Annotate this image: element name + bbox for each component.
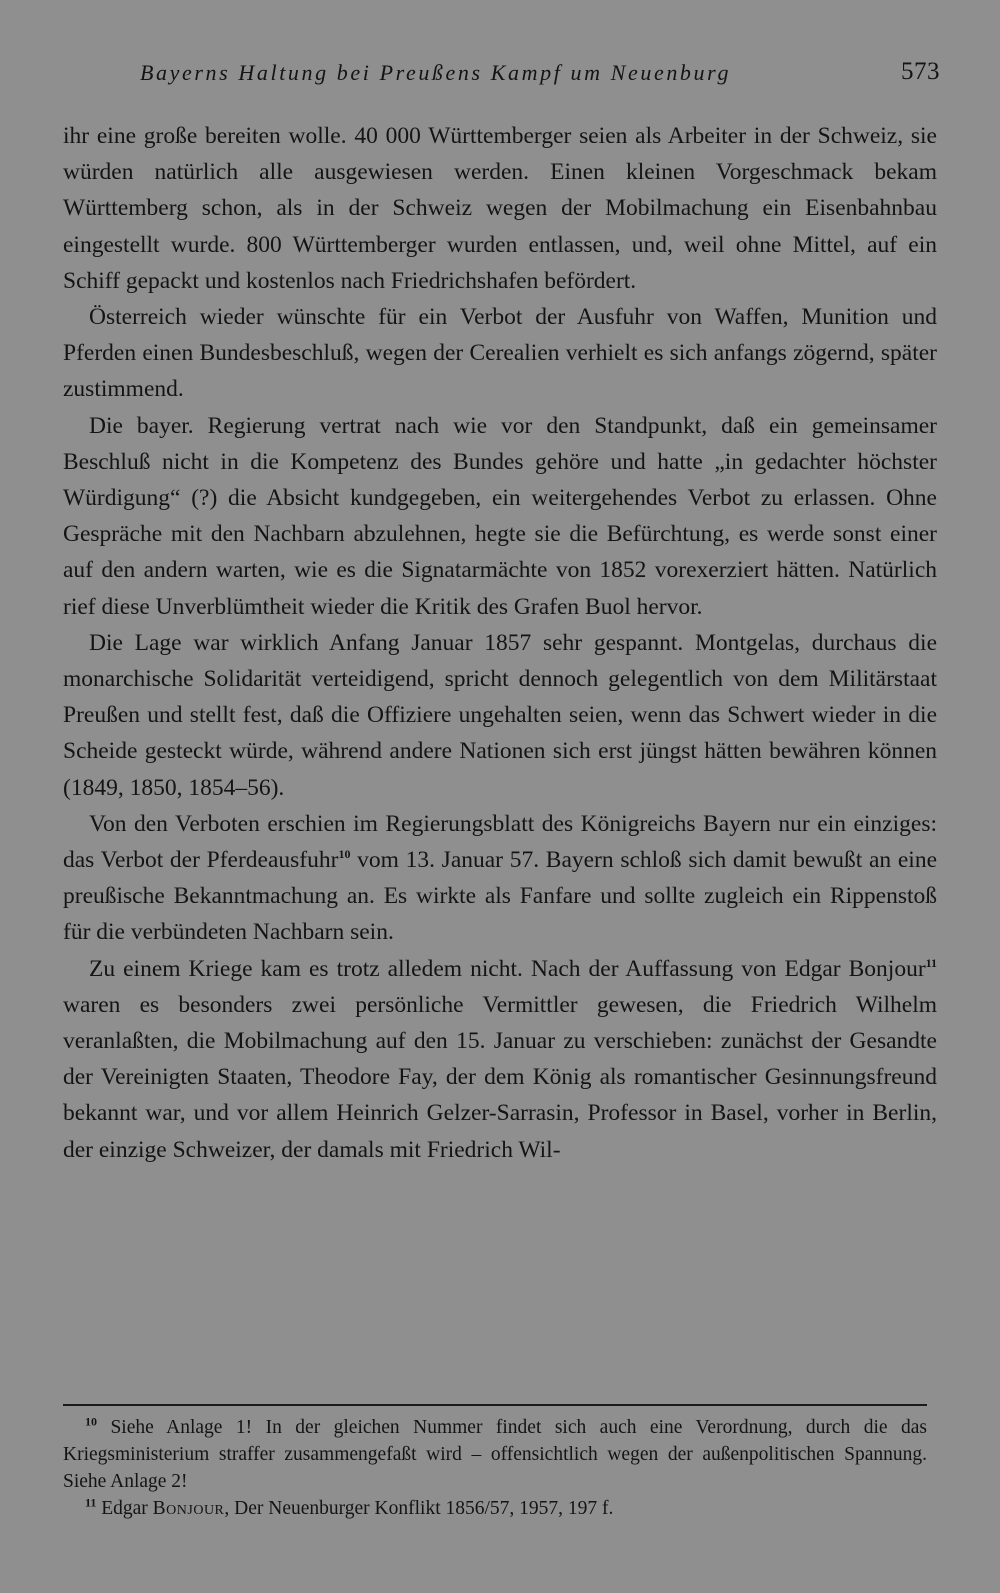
paragraph-6-text-before: Zu einem Kriege kam es trotz alledem nicht. Nach der Auffassung von Edgar Bonjour	[89, 955, 926, 982]
footnote-10-text: Siehe Anlage 1! In der gleichen Nummer findet sich auch eine Verordnung, durch die das Kriegsministerium straffer zusammengefaßt wird – offensichtlich wegen der außenpolitischen Spannung. Siehe Anlage 2!	[63, 1417, 928, 1492]
paragraph-5-text-before: Von den Verboten erschien im Regierungsblatt des Königreichs Bayern nur ein einziges: das Verbot der Pferdeausfuhr	[63, 810, 937, 874]
footnote-divider	[63, 1404, 927, 1406]
paragraph-1: ihr eine große bereiten wolle. 40 000 Württemberger seien als Arbeiter in der Schweiz, sie würden natürlich alle ausgewiesen werden. Einen kleinen Vorgeschmack bekam Württemberg schon, als in der Schweiz wegen der Mobilmachung ein Eisenbahnbau eingestellt wurde. 800 Württemberger wurden entlassen, und, weil ohne Mittel, auf ein Schiff gepackt und kostenlos nach Friedrichshafen befördert.	[63, 123, 937, 294]
footnote-11-text-after: , Der Neuenburger Konflikt 1856/57, 1957, 197 f.	[224, 1498, 614, 1519]
paragraph-6	[63, 951, 937, 1168]
footnote-11	[63, 1495, 927, 1522]
footnotes	[63, 1414, 927, 1522]
footnote-reference-11[interactable]: 11	[925, 955, 937, 970]
body-text	[63, 118, 937, 1168]
running-head	[140, 58, 940, 98]
footnote-11-text-before: Edgar	[101, 1498, 153, 1519]
footnote-10	[63, 1414, 927, 1495]
running-title: Bayerns Haltung bei Preußens Kampf um Neuenburg	[140, 60, 732, 85]
footnote-11-author: Bonjour	[152, 1498, 225, 1519]
paragraph-2: Österreich wieder wünschte für ein Verbot der Ausfuhr von Waffen, Munition und Pferden einen Bundesbeschluß, wegen der Cerealien verhielt es sich anfangs zögernd, später zustimmend.	[63, 304, 937, 403]
footnote-reference-10[interactable]: 10	[338, 847, 351, 862]
paragraph-6-text-after: waren es besonders zwei persönliche Vermittler gewesen, die Friedrich Wilhelm veranlaßten, die Mobilmachung auf den 15. Januar zu verschieben: zunächst der Gesandte der Vereinigten Staaten, Theodore Fay, der dem König als romantischer Gesinnungsfreund bekannt war, und vor allem Heinrich Gelzer-Sarrasin, Professor in Basel, vorher in Berlin, der einzige Schweizer, der damals mit Friedrich Wil-	[63, 991, 937, 1163]
paragraph-3: Die bayer. Regierung vertrat nach wie vor den Standpunkt, daß ein gemeinsamer Beschluß nicht in die Kompetenz des Bundes gehöre und hatte „in gedachter höchster Würdigung“ (?) die Absicht kundgegeben, ein weitergehendes Verbot zu erlassen. Ohne Gespräche mit den Nachbarn abzulehnen, hegte sie die Befürchtung, es werde sonst einer auf den andern warten, wie es die Signatarmächte von 1852 vorexerziert hätten. Natürlich rief diese Unverblümtheit wieder die Kritik des Grafen Buol hervor.	[63, 412, 937, 620]
paragraph-5-text-after: vom 13. Januar 57. Bayern schloß sich damit bewußt an eine preußische Bekanntmachung an. Es wirkte als Fanfare und sollte zugleich ein Rippenstoß für die verbündeten Nachbarn sein.	[63, 847, 938, 946]
footnote-number-11: 11	[85, 1495, 97, 1510]
paragraph-4: Die Lage war wirklich Anfang Januar 1857 sehr gespannt. Montgelas, durchaus die monarchische Solidarität verteidigend, spricht dennoch gelegentlich von dem Militärstaat Preußen und stellt fest, daß die Offiziere ungehalten seien, wenn das Schwert wieder in die Scheide gesteckt würde, während andere Nationen sich erst jüngst hätten bewähren können (1849, 1850, 1854–56).	[63, 629, 937, 801]
paragraph-5	[63, 806, 937, 951]
page-number: 573	[901, 58, 940, 85]
footnote-number-10: 10	[85, 1414, 97, 1429]
